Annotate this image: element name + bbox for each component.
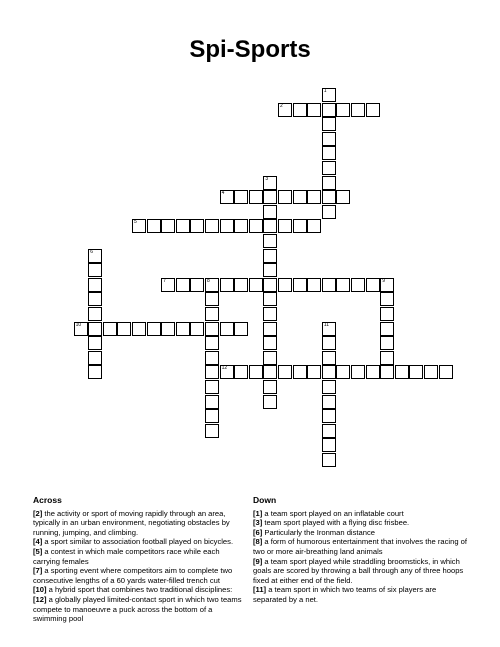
clue-number: [4] <box>33 537 43 547</box>
cell-number: 1 <box>323 88 327 94</box>
grid-cell[interactable] <box>263 307 277 321</box>
grid-cell[interactable] <box>322 365 336 379</box>
cell-number: 9 <box>382 277 385 284</box>
grid-cell[interactable] <box>366 278 380 292</box>
grid-cell[interactable] <box>205 322 219 336</box>
grid-cell[interactable] <box>322 117 336 131</box>
cell-number: 8 <box>207 277 210 284</box>
grid-cell[interactable] <box>88 263 102 277</box>
grid-cell[interactable] <box>336 103 350 117</box>
grid-cell[interactable] <box>147 322 161 336</box>
grid-cell[interactable] <box>205 365 219 379</box>
grid-cell[interactable] <box>161 219 175 233</box>
grid-cell[interactable] <box>263 322 277 336</box>
grid-cell[interactable] <box>307 219 321 233</box>
grid-cell[interactable] <box>322 205 336 219</box>
cell-number: 10 <box>75 321 82 328</box>
down-clue <box>253 509 471 519</box>
clue-number: [1] <box>253 508 263 518</box>
grid-cell[interactable] <box>263 292 277 306</box>
grid-cell[interactable] <box>176 278 190 292</box>
grid-cell[interactable] <box>351 278 365 292</box>
grid-cell[interactable] <box>322 336 336 350</box>
grid-cell[interactable] <box>322 176 336 190</box>
clue-text: Particularly the Ironman distance <box>262 527 375 537</box>
grid-cell[interactable] <box>88 249 102 263</box>
grid-cell[interactable] <box>322 190 336 204</box>
grid-cell[interactable] <box>293 365 307 379</box>
grid-cell[interactable] <box>263 336 277 350</box>
grid-cell[interactable] <box>278 278 292 292</box>
grid-cell[interactable] <box>307 103 321 117</box>
down-clue <box>253 557 471 586</box>
across-clues <box>33 496 245 624</box>
across-heading: Across <box>33 495 62 505</box>
grid-cell[interactable] <box>88 351 102 365</box>
clue-number: [7] <box>33 566 43 576</box>
grid-cell[interactable] <box>322 453 336 467</box>
across-clue <box>33 585 245 595</box>
grid-cell[interactable] <box>234 322 248 336</box>
down-clues <box>253 496 471 605</box>
grid-cell[interactable] <box>234 190 248 204</box>
grid-cell[interactable] <box>190 322 204 336</box>
grid-cell[interactable] <box>147 219 161 233</box>
grid-cell[interactable] <box>409 365 423 379</box>
across-clue <box>33 537 245 547</box>
grid-cell[interactable] <box>234 365 248 379</box>
grid-cell[interactable] <box>380 322 394 336</box>
grid-cell[interactable] <box>263 365 277 379</box>
clue-number: [12] <box>33 594 47 604</box>
grid-cell[interactable] <box>103 322 117 336</box>
clue-text: a form of humorous entertainment that involves the racing of two or more air-breathing land animals <box>253 537 467 556</box>
grid-cell[interactable] <box>307 278 321 292</box>
across-clue-list <box>33 509 245 624</box>
grid-cell[interactable] <box>88 278 102 292</box>
grid-cell[interactable] <box>263 278 277 292</box>
grid-cell[interactable] <box>220 278 234 292</box>
clue-number: [9] <box>253 556 263 566</box>
grid-cell[interactable] <box>293 219 307 233</box>
grid-cell[interactable] <box>424 365 438 379</box>
grid-cell[interactable] <box>249 278 263 292</box>
grid-cell[interactable] <box>205 380 219 394</box>
grid-cell[interactable] <box>220 219 234 233</box>
grid-cell[interactable] <box>380 365 394 379</box>
across-clue <box>33 595 245 624</box>
clue-number: [6] <box>253 527 263 537</box>
grid-cell[interactable] <box>234 278 248 292</box>
grid-cell[interactable] <box>234 219 248 233</box>
grid-cell[interactable] <box>263 190 277 204</box>
grid-cell[interactable] <box>263 351 277 365</box>
cell-number: 6 <box>90 248 93 255</box>
grid-cell[interactable] <box>263 395 277 409</box>
grid-cell[interactable] <box>293 190 307 204</box>
cell-number: 2 <box>280 102 283 109</box>
grid-cell[interactable] <box>322 424 336 438</box>
grid-cell[interactable] <box>439 365 453 379</box>
down-clue <box>253 537 471 556</box>
across-clue <box>33 566 245 585</box>
cell-number: 12 <box>221 365 228 372</box>
grid-cell[interactable] <box>380 307 394 321</box>
grid-cell[interactable] <box>380 292 394 306</box>
grid-cell[interactable] <box>88 292 102 306</box>
down-clue <box>253 528 471 538</box>
grid-cell[interactable] <box>249 219 263 233</box>
clue-text: a hybrid sport that combines two traditional disciplines: <box>46 585 233 595</box>
grid-cell[interactable] <box>263 249 277 263</box>
grid-cell[interactable] <box>278 190 292 204</box>
grid-cell[interactable] <box>278 219 292 233</box>
grid-cell[interactable] <box>263 263 277 277</box>
grid-cell[interactable] <box>161 278 175 292</box>
down-clue <box>253 585 471 604</box>
across-clue <box>33 547 245 566</box>
clue-text: a team sport played on an inflatable court <box>262 508 404 518</box>
grid-cell[interactable] <box>322 132 336 146</box>
clue-number: [11] <box>253 585 267 595</box>
grid-cell[interactable] <box>380 336 394 350</box>
clue-text: a sporting event where competitors aim to complete two consecutive lengths of a 60 yards water-filled trench cut <box>33 566 233 585</box>
clue-number: [3] <box>253 518 263 528</box>
across-clue <box>33 509 245 538</box>
grid-cell[interactable] <box>220 190 234 204</box>
cell-number: 3 <box>265 175 269 182</box>
grid-cell[interactable] <box>322 395 336 409</box>
cell-number: 5 <box>134 219 137 226</box>
grid-cell[interactable] <box>351 103 365 117</box>
grid-cell[interactable] <box>176 322 190 336</box>
clue-number: [8] <box>253 537 263 547</box>
grid-cell[interactable] <box>322 88 336 102</box>
cell-number: 11 <box>323 321 329 328</box>
grid-cell[interactable] <box>117 322 131 336</box>
grid-cell[interactable] <box>380 278 394 292</box>
grid-cell[interactable] <box>74 322 88 336</box>
grid-cell[interactable] <box>307 365 321 379</box>
grid-cell[interactable] <box>307 190 321 204</box>
clue-text: a team sport played while straddling broomsticks, in which goals are scored by throwing a ball through any of three hoops fixed at either end of the field. <box>253 556 464 585</box>
clue-number: [5] <box>33 546 43 556</box>
grid-cell[interactable] <box>322 322 336 336</box>
grid-cell[interactable] <box>263 219 277 233</box>
grid-cell[interactable] <box>88 307 102 321</box>
grid-cell[interactable] <box>263 205 277 219</box>
grid-cell[interactable] <box>366 365 380 379</box>
clue-number: [2] <box>33 508 43 518</box>
grid-cell[interactable] <box>336 365 350 379</box>
grid-cell[interactable] <box>322 409 336 423</box>
grid-cell[interactable] <box>205 219 219 233</box>
grid-cell[interactable] <box>336 190 350 204</box>
grid-cell[interactable] <box>263 380 277 394</box>
grid-cell[interactable] <box>132 219 146 233</box>
clue-number: [10] <box>33 585 47 595</box>
grid-cell[interactable] <box>249 190 263 204</box>
clue-text: team sport played with a flying disc frisbee. <box>262 518 410 528</box>
grid-cell[interactable] <box>278 365 292 379</box>
clue-text: a sport similar to association football played on bicycles. <box>42 537 234 547</box>
grid-cell[interactable] <box>205 307 219 321</box>
clue-text: a globally played limited-contact sport in which two teams compete to manoeuvre a puck across the bottom of a swimming pool <box>33 594 242 624</box>
grid-cell[interactable] <box>366 103 380 117</box>
grid-cell[interactable] <box>322 146 336 160</box>
grid-cell[interactable] <box>322 380 336 394</box>
down-heading: Down <box>253 495 277 505</box>
down-clue-list <box>253 509 471 605</box>
clue-text: a team sport in which two teams of six players are separated by a net. <box>253 585 437 604</box>
puzzle-title: Spi-Sports <box>189 36 311 63</box>
grid-cell[interactable] <box>322 103 336 117</box>
grid-cell[interactable] <box>132 322 146 336</box>
grid-cell[interactable] <box>322 438 336 452</box>
grid-cell[interactable] <box>88 365 102 379</box>
grid-cell[interactable] <box>88 336 102 350</box>
grid-cell[interactable] <box>220 322 234 336</box>
grid-cell[interactable] <box>161 322 175 336</box>
grid-cell[interactable] <box>293 103 307 117</box>
grid-cell[interactable] <box>336 278 350 292</box>
grid-cell[interactable] <box>205 292 219 306</box>
grid-cell[interactable] <box>395 365 409 379</box>
grid-cell[interactable] <box>263 176 277 190</box>
grid-cell[interactable] <box>190 278 204 292</box>
grid-cell[interactable] <box>293 278 307 292</box>
grid-cell[interactable] <box>278 103 292 117</box>
grid-cell[interactable] <box>220 365 234 379</box>
grid-cell[interactable] <box>263 234 277 248</box>
grid-cell[interactable] <box>249 365 263 379</box>
grid-cell[interactable] <box>351 365 365 379</box>
grid-cell[interactable] <box>205 336 219 350</box>
grid-cell[interactable] <box>205 278 219 292</box>
grid-cell[interactable] <box>322 351 336 365</box>
grid-cell[interactable] <box>322 161 336 175</box>
cell-number: 7 <box>163 277 166 284</box>
grid-cell[interactable] <box>88 322 102 336</box>
down-clue <box>253 518 471 528</box>
cell-number: 4 <box>221 190 225 197</box>
clue-text: the activity or sport of moving rapidly through an area, typically in an urban environment, negotiating obstacles by running, jumping, and climbing. <box>33 508 230 537</box>
grid-cell[interactable] <box>205 409 219 423</box>
grid-cell[interactable] <box>190 219 204 233</box>
grid-cell[interactable] <box>176 219 190 233</box>
grid-cell[interactable] <box>205 351 219 365</box>
grid-cell[interactable] <box>205 424 219 438</box>
grid-cell[interactable] <box>205 395 219 409</box>
grid-cell[interactable] <box>380 351 394 365</box>
clue-text: a contest in which male competitors race while each carrying females <box>33 546 220 566</box>
grid-cell[interactable] <box>322 278 336 292</box>
